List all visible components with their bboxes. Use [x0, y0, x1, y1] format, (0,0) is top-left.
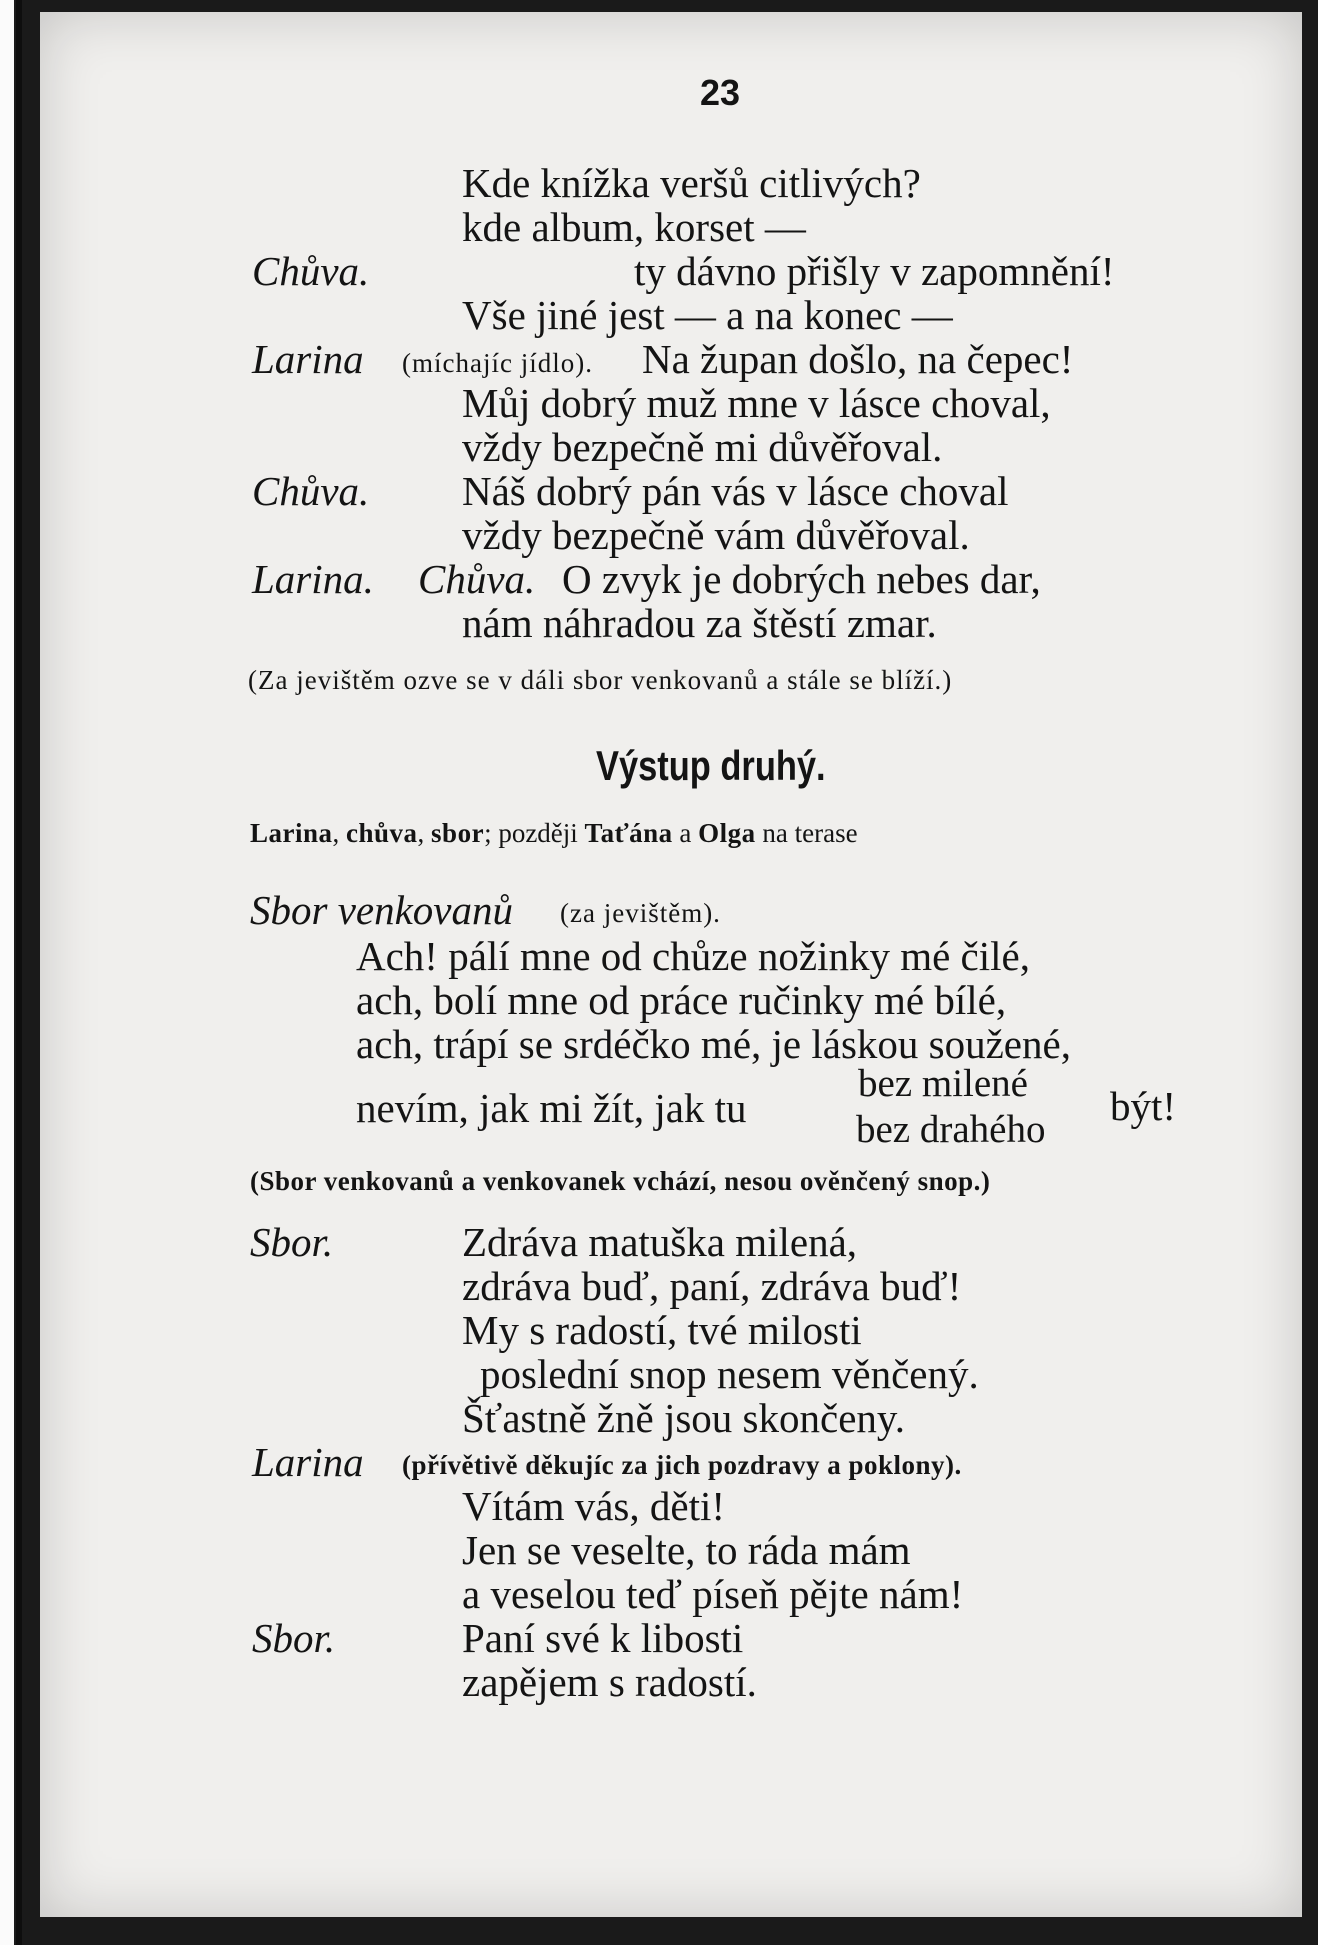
verse-line: Šťastně žně jsou skončeny.	[462, 1395, 905, 1441]
cast-name: Larina	[250, 818, 333, 848]
cast-name: chůva	[346, 818, 418, 848]
stage-direction: (Za jevištěm ozve se v dáli sbor venkovanů a stále se blíží.)	[248, 665, 953, 695]
verse-line: ach, trápí se srdéčko mé, je láskou soužené,	[356, 1021, 1071, 1067]
cast-name: Olga	[698, 818, 756, 848]
verse-line: Vše jiné jest — a na konec —	[462, 292, 953, 338]
verse-line: být!	[1110, 1083, 1177, 1129]
verse-line: Můj dobrý muž mne v lásce choval,	[462, 380, 1051, 426]
stage-direction: (Sbor venkovanů a venkovanek vchází, nesou ověnčený snop.)	[250, 1166, 991, 1196]
verse-line: Na župan došlo, na čepec!	[642, 336, 1074, 382]
speaker-label: Larina.	[252, 556, 374, 602]
verse-line: zapějem s radostí.	[462, 1659, 757, 1705]
verse-line: kde album, korset —	[462, 204, 806, 250]
speaker-label: Sbor venkovanů	[250, 887, 513, 933]
cast-separator: na terase	[755, 818, 858, 848]
verse-line: My s radostí, tvé milosti	[462, 1307, 862, 1353]
cast-separator: a	[672, 818, 699, 848]
verse-line: O zvyk je dobrých nebes dar,	[562, 556, 1041, 602]
speaker-label: Chůva.	[252, 248, 370, 294]
cast-name: Taťána	[584, 818, 673, 848]
verse-line: poslední snop nesem věnčený.	[480, 1351, 979, 1397]
stage-direction-inline: (za jevištěm).	[560, 898, 721, 928]
page-number: 23	[700, 72, 741, 113]
verse-line: Jen se veselte, to ráda mám	[462, 1527, 911, 1573]
verse-line: Ach! pálí mne od chůze nožinky mé čilé,	[356, 933, 1030, 979]
spine-edge	[0, 0, 14, 1945]
cast-name: sbor	[431, 818, 485, 848]
cast-separator: ,	[417, 818, 432, 848]
speaker-label: Larina	[252, 1439, 364, 1485]
section-title: Výstup druhý.	[596, 742, 826, 789]
verse-line: a veselou teď píseň pějte nám!	[462, 1571, 964, 1617]
verse-alternative-top: bez milené	[858, 1062, 1028, 1105]
verse-line: Zdráva matuška milená,	[462, 1219, 858, 1265]
verse-line: Paní své k libosti	[462, 1615, 744, 1661]
cast-separator: ,	[332, 818, 347, 848]
verse-line: vždy bezpečně mi důvěřoval.	[462, 424, 943, 470]
verse-line: ach, bolí mne od práce ručinky mé bílé,	[356, 977, 1007, 1023]
verse-line: Vítám vás, děti!	[462, 1483, 726, 1529]
speaker-label: Sbor.	[250, 1219, 334, 1265]
stage-direction-inline: (přívětivě děkujíc za jich pozdravy a poklony).	[402, 1450, 962, 1480]
verse-line: vždy bezpečně vám důvěřoval.	[462, 512, 970, 558]
cast-list	[250, 820, 858, 847]
speaker-label: Chůva.	[418, 556, 536, 602]
speaker-label: Larina	[252, 336, 364, 382]
stage-direction-inline: (míchajíc jídlo).	[402, 348, 593, 378]
verse-line: Náš dobrý pán vás v lásce choval	[462, 468, 1009, 514]
verse-line: zdráva buď, paní, zdráva buď!	[462, 1263, 962, 1309]
verse-alternative-bottom: bez drahého	[856, 1108, 1046, 1151]
spine-line	[16, 0, 22, 1945]
verse-line: ty dávno přišly v zapomnění!	[634, 248, 1115, 294]
verse-line: Kde knížka veršů citlivých?	[462, 160, 921, 206]
verse-line: nevím, jak mi žít, jak tu	[356, 1085, 747, 1131]
speaker-label: Sbor.	[252, 1615, 336, 1661]
speaker-label: Chůva.	[252, 468, 370, 514]
cast-separator: ; později	[484, 818, 585, 848]
verse-line: nám náhradou za štěstí zmar.	[462, 600, 937, 646]
